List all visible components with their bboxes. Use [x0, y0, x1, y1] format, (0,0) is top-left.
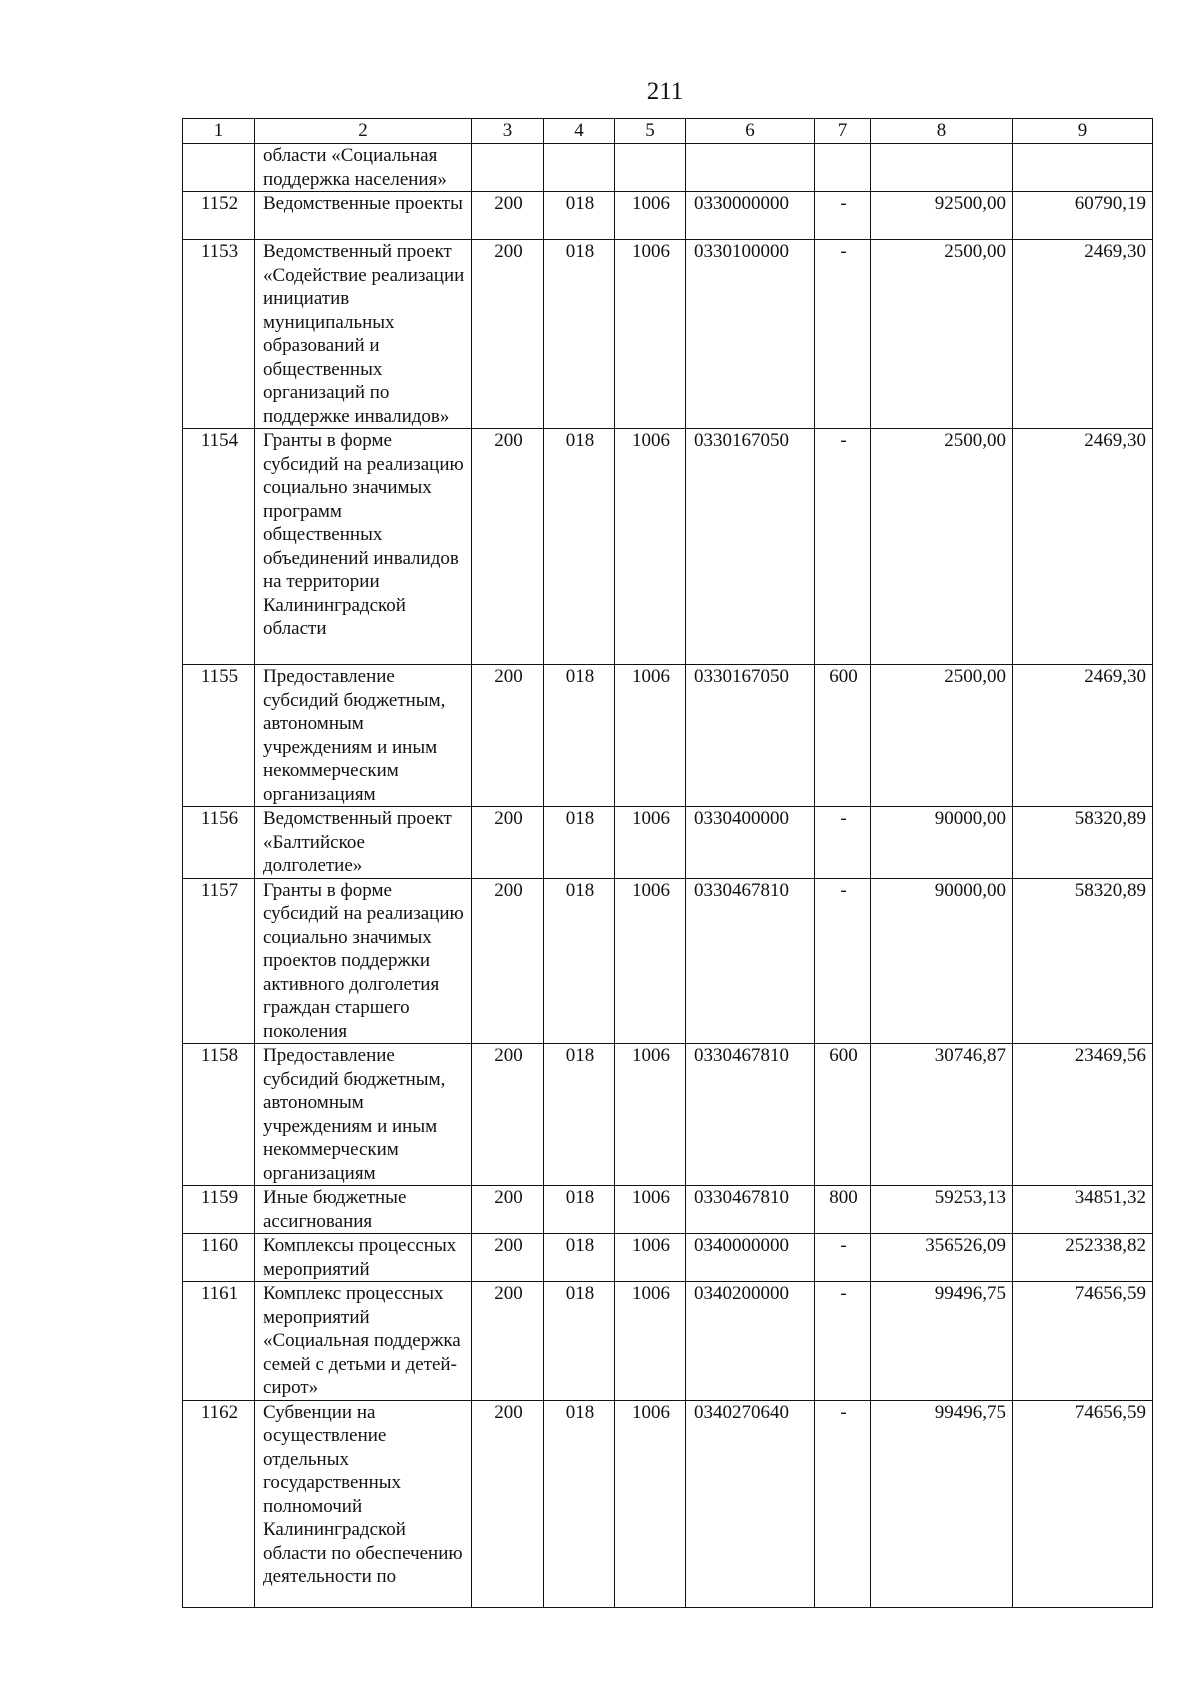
row-col-4: 018 — [544, 240, 615, 429]
row-col-6: 0330400000 — [686, 807, 815, 879]
row-col-5: 1006 — [615, 1400, 686, 1607]
row-col-8: 92500,00 — [871, 192, 1013, 240]
row-number: 1154 — [183, 429, 255, 665]
table-row — [183, 665, 1153, 807]
row-col-7: 800 — [815, 1186, 871, 1234]
row-col-3 — [472, 144, 544, 192]
row-col-5: 1006 — [615, 240, 686, 429]
header-row — [183, 119, 1153, 144]
row-col-4: 018 — [544, 192, 615, 240]
row-col-7: 600 — [815, 1044, 871, 1186]
row-number: 1157 — [183, 878, 255, 1044]
row-col-5: 1006 — [615, 878, 686, 1044]
row-col-9: 74656,59 — [1013, 1400, 1153, 1607]
row-number: 1158 — [183, 1044, 255, 1186]
table-row — [183, 1400, 1153, 1607]
row-col-3: 200 — [472, 192, 544, 240]
row-col-3: 200 — [472, 1400, 544, 1607]
row-number: 1153 — [183, 240, 255, 429]
row-col-3: 200 — [472, 1044, 544, 1186]
row-col-9: 2469,30 — [1013, 665, 1153, 807]
table-row — [183, 1282, 1153, 1401]
row-col-4: 018 — [544, 1186, 615, 1234]
row-col-6: 0330100000 — [686, 240, 815, 429]
row-col-7: - — [815, 1234, 871, 1282]
row-col-4: 018 — [544, 807, 615, 879]
row-col-4: 018 — [544, 1234, 615, 1282]
row-col-5 — [615, 144, 686, 192]
table-row — [183, 192, 1153, 240]
row-col-4: 018 — [544, 665, 615, 807]
budget-table — [182, 118, 1153, 1608]
row-name: Комплексы процессных мероприятий — [255, 1234, 472, 1282]
row-col-8: 99496,75 — [871, 1400, 1013, 1607]
table-body — [183, 144, 1153, 1608]
header-col-5: 5 — [615, 119, 686, 144]
row-col-5: 1006 — [615, 429, 686, 665]
row-name: Ведомственные проекты — [255, 192, 472, 240]
row-col-9: 2469,30 — [1013, 240, 1153, 429]
row-col-8 — [871, 144, 1013, 192]
row-col-9: 252338,82 — [1013, 1234, 1153, 1282]
row-number — [183, 144, 255, 192]
table-row — [183, 1234, 1153, 1282]
row-col-5: 1006 — [615, 192, 686, 240]
row-col-8: 2500,00 — [871, 429, 1013, 665]
row-col-3: 200 — [472, 878, 544, 1044]
header-col-8: 8 — [871, 119, 1013, 144]
row-col-3: 200 — [472, 665, 544, 807]
row-col-6: 0340200000 — [686, 1282, 815, 1401]
row-col-3: 200 — [472, 1234, 544, 1282]
row-col-8: 30746,87 — [871, 1044, 1013, 1186]
row-col-7 — [815, 144, 871, 192]
row-col-6: 0330167050 — [686, 665, 815, 807]
row-number: 1162 — [183, 1400, 255, 1607]
table-row — [183, 429, 1153, 665]
row-col-5: 1006 — [615, 1282, 686, 1401]
header-col-9: 9 — [1013, 119, 1153, 144]
row-col-7: - — [815, 878, 871, 1044]
row-number: 1161 — [183, 1282, 255, 1401]
row-col-3: 200 — [472, 240, 544, 429]
row-col-8: 2500,00 — [871, 240, 1013, 429]
row-col-6: 0330167050 — [686, 429, 815, 665]
row-col-8: 356526,09 — [871, 1234, 1013, 1282]
row-col-5: 1006 — [615, 807, 686, 879]
row-name: Гранты в форме субсидий на реализацию социально значимых программ общественных объединений инвалидов на территории Калининградской области — [255, 429, 472, 665]
row-col-6: 0330000000 — [686, 192, 815, 240]
table-header — [183, 119, 1153, 144]
header-col-3: 3 — [472, 119, 544, 144]
row-col-8: 90000,00 — [871, 807, 1013, 879]
row-name: Ведомственный проект «Балтийское долголетие» — [255, 807, 472, 879]
row-col-5: 1006 — [615, 1234, 686, 1282]
row-col-6: 0330467810 — [686, 878, 815, 1044]
row-col-5: 1006 — [615, 1186, 686, 1234]
row-name: Иные бюджетные ассигнования — [255, 1186, 472, 1234]
row-number: 1160 — [183, 1234, 255, 1282]
table-row — [183, 1044, 1153, 1186]
row-number: 1155 — [183, 665, 255, 807]
row-name: Предоставление субсидий бюджетным, автономным учреждениям и иным некоммерческим организациям — [255, 665, 472, 807]
row-col-7: - — [815, 1282, 871, 1401]
row-name: Комплекс процессных мероприятий «Социальная поддержка семей с детьми и детей-сирот» — [255, 1282, 472, 1401]
row-number: 1152 — [183, 192, 255, 240]
row-col-6 — [686, 144, 815, 192]
row-col-7: - — [815, 807, 871, 879]
row-col-7: - — [815, 1400, 871, 1607]
row-col-9: 60790,19 — [1013, 192, 1153, 240]
table-row — [183, 144, 1153, 192]
row-col-4: 018 — [544, 1400, 615, 1607]
row-name: Ведомственный проект «Содействие реализации инициатив муниципальных образований и общественных организаций по поддержке инвалидов» — [255, 240, 472, 429]
table-row — [183, 807, 1153, 879]
header-col-7: 7 — [815, 119, 871, 144]
row-col-6: 0330467810 — [686, 1044, 815, 1186]
row-col-7: - — [815, 240, 871, 429]
row-col-9 — [1013, 144, 1153, 192]
row-col-6: 0340000000 — [686, 1234, 815, 1282]
row-col-3: 200 — [472, 1282, 544, 1401]
row-col-3: 200 — [472, 1186, 544, 1234]
row-col-4: 018 — [544, 1044, 615, 1186]
row-col-9: 58320,89 — [1013, 878, 1153, 1044]
row-col-3: 200 — [472, 807, 544, 879]
row-col-4 — [544, 144, 615, 192]
page-number: 211 — [646, 78, 684, 105]
row-name: области «Социальная поддержка населения» — [255, 144, 472, 192]
row-name: Предоставление субсидий бюджетным, автономным учреждениям и иным некоммерческим организациям — [255, 1044, 472, 1186]
row-col-4: 018 — [544, 878, 615, 1044]
row-col-7: 600 — [815, 665, 871, 807]
row-col-7: - — [815, 192, 871, 240]
header-col-2: 2 — [255, 119, 472, 144]
table-row — [183, 240, 1153, 429]
row-col-6: 0330467810 — [686, 1186, 815, 1234]
row-col-9: 2469,30 — [1013, 429, 1153, 665]
row-name: Субвенции на осуществление отдельных государственных полномочий Калининградской области по обеспечению деятельности по — [255, 1400, 472, 1607]
row-col-9: 58320,89 — [1013, 807, 1153, 879]
row-col-9: 34851,32 — [1013, 1186, 1153, 1234]
row-col-9: 74656,59 — [1013, 1282, 1153, 1401]
row-col-8: 99496,75 — [871, 1282, 1013, 1401]
header-col-4: 4 — [544, 119, 615, 144]
row-col-4: 018 — [544, 1282, 615, 1401]
table-row — [183, 1186, 1153, 1234]
row-number: 1159 — [183, 1186, 255, 1234]
row-number: 1156 — [183, 807, 255, 879]
row-col-4: 018 — [544, 429, 615, 665]
row-col-3: 200 — [472, 429, 544, 665]
row-col-8: 2500,00 — [871, 665, 1013, 807]
row-col-9: 23469,56 — [1013, 1044, 1153, 1186]
row-col-6: 0340270640 — [686, 1400, 815, 1607]
row-col-7: - — [815, 429, 871, 665]
header-col-6: 6 — [686, 119, 815, 144]
table-row — [183, 878, 1153, 1044]
row-name: Гранты в форме субсидий на реализацию социально значимых проектов поддержки активного долголетия граждан старшего поколения — [255, 878, 472, 1044]
header-col-1: 1 — [183, 119, 255, 144]
row-col-5: 1006 — [615, 1044, 686, 1186]
row-col-8: 59253,13 — [871, 1186, 1013, 1234]
row-col-8: 90000,00 — [871, 878, 1013, 1044]
row-col-5: 1006 — [615, 665, 686, 807]
